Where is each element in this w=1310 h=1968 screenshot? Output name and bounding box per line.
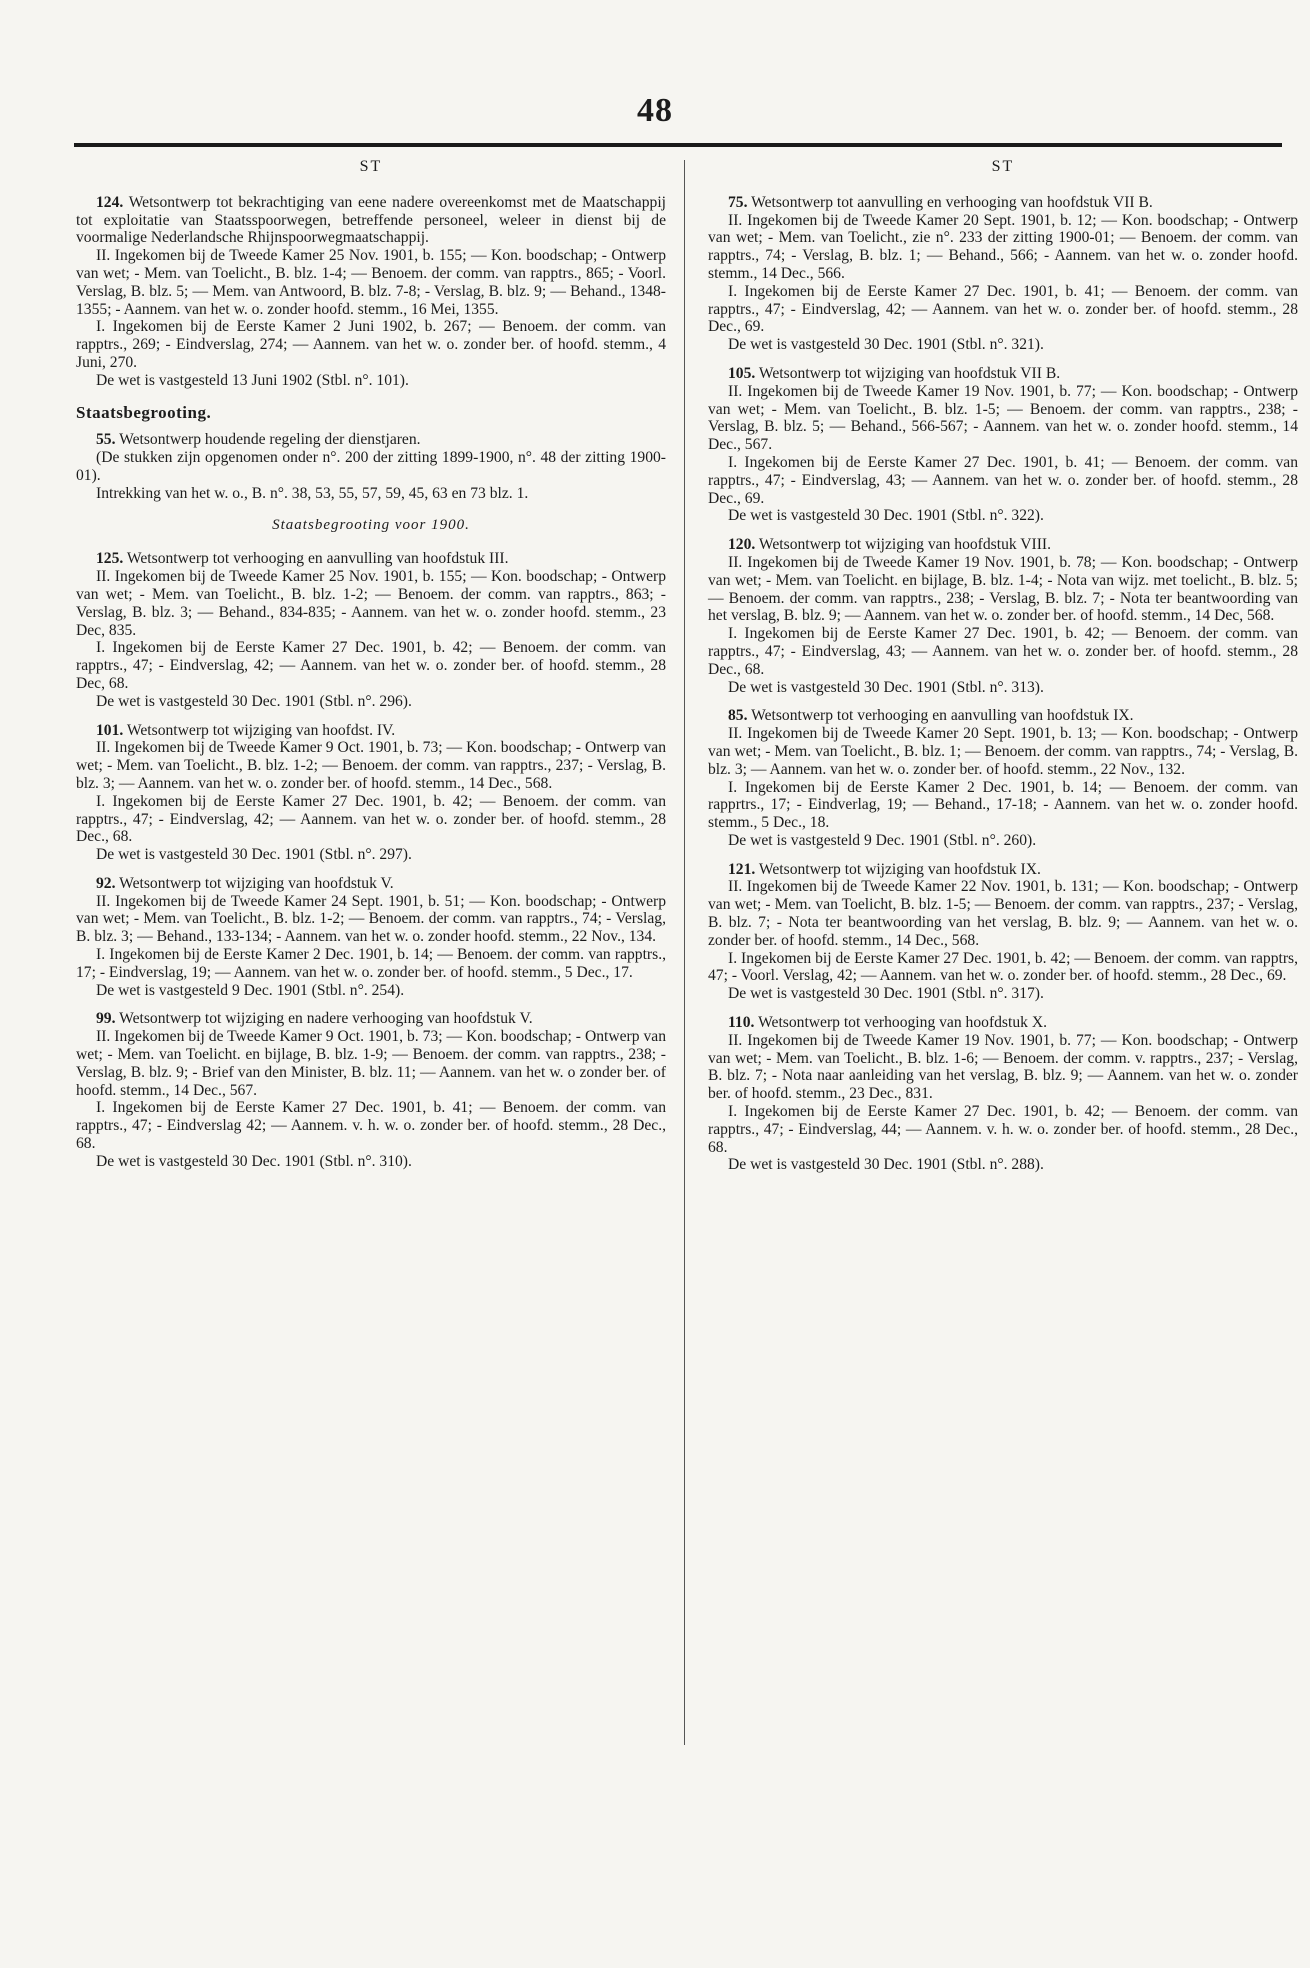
entry-paragraph: De wet is vastgesteld 30 Dec. 1901 (Stbl. n°. 322). [728, 507, 1044, 525]
entry-title-text: Wetsontwerp tot verhooging en aanvulling van hoofdstuk III. [126, 550, 509, 568]
entry-number: 99. [96, 1010, 116, 1028]
entry-paragraph: II. Ingekomen bij de Tweede Kamer 25 Nov. 1901, b. 155; — Kon. boodschap; - Ontwerp van wet; - Mem. van Toelicht., B. blz. 1-2; — Benoem. der comm. van rapptrs., 863; - Verslag, B. blz. 3; — Behand., 834-835; - Aannem. van het w. o. zonder hoofd. stemm., 23 Dec, 835. [76, 568, 666, 639]
entry-paragraph: De wet is vastgesteld 9 Dec. 1901 (Stbl. n°. 254). [96, 981, 405, 999]
bill-entry [76, 1010, 666, 1170]
entry-number: 92. [96, 874, 116, 892]
entry-paragraph: De wet is vastgesteld 30 Dec. 1901 (Stbl. n°. 317). [728, 985, 1044, 1003]
entry-paragraph: II. Ingekomen bij de Tweede Kamer 19 Nov. 1901, b. 77; — Kon. boodschap; - Ontwerp van wet; - Mem. van Toelicht., B. blz. 1-5; — Benoem. der comm. van rapptrs., 238; - Verslag, B. blz. 5; — Behand., 566-567; - Aannem. van het w. o. zonder hoofd. stemm., 14 Dec., 567. [708, 382, 1298, 454]
entry-title [76, 194, 666, 247]
entry-paragraph: De wet is vastgesteld 30 Dec. 1901 (Stbl. n°. 310). [96, 1152, 412, 1170]
entry-paragraph: De wet is vastgesteld 9 Dec. 1901 (Stbl. n°. 260). [728, 831, 1037, 849]
right-column [708, 158, 1298, 1185]
bill-entry [76, 431, 666, 502]
entry-title-text: Wetsontwerp tot wijziging en nadere verhooging van hoofdstuk V. [119, 1010, 533, 1028]
entry-title [708, 194, 1298, 212]
running-head-left: ST [359, 158, 383, 175]
bill-entry [708, 194, 1298, 354]
entry-title-text: Wetsontwerp tot bekrachtiging van eene nadere overeenkomst met de Maatschappij tot exploitatie van Staatsspoorwegen, betreffende personeel, weleer in dienst bij de voormalige Nederlandsche Rhijnspoorwegmaatschappij. [76, 193, 666, 247]
entry-paragraph: De wet is vastgesteld 30 Dec. 1901 (Stbl. n°. 321). [728, 336, 1044, 354]
entry-title-text: Wetsontwerp tot wijziging van hoofdstuk IX. [758, 860, 1041, 878]
bill-entry [76, 875, 666, 1000]
entry-title-text: Wetsontwerp houdende regeling der dienstjaren. [119, 431, 421, 449]
bill-entry [76, 722, 666, 864]
entry-paragraph: II. Ingekomen bij de Tweede Kamer 9 Oct. 1901, b. 73; — Kon. boodschap; - Ontwerp van wet; - Mem. van Toelicht., B. blz. 1-2; — Benoem. der comm. van rapptrs., 237; - Verslag, B. blz. 3; — Aannem. van het w. o. zonder ber. of hoofd. stemm., 14 Dec., 568. [76, 739, 666, 792]
entry-paragraph: I. Ingekomen bij de Eerste Kamer 27 Dec. 1901, b. 42; — Benoem. der comm. van rapptrs., 47; - Eindverslag, 43; — Aannem. van het w. o. zonder ber. of hoofd. stemm., 28 Dec., 68. [708, 625, 1298, 678]
entry-number: 85. [728, 707, 748, 725]
entry-paragraph: De wet is vastgesteld 30 Dec. 1901 (Stbl. n°. 297). [96, 846, 412, 864]
entry-title [708, 707, 1298, 725]
bill-entry [708, 1014, 1298, 1174]
entry-title-text: Wetsontwerp tot wijziging van hoofdstuk VIII. [758, 536, 1052, 554]
entry-paragraph: De wet is vastgesteld 13 Juni 1902 (Stbl. n°. 101). [96, 371, 409, 389]
entry-title-text: Wetsontwerp tot wijziging van hoofdstuk VII B. [758, 364, 1061, 382]
entry-number: 55. [96, 431, 116, 449]
bill-entry [76, 550, 666, 710]
entry-paragraph: I. Ingekomen bij de Eerste Kamer 2 Juni 1902, b. 267; — Benoem. der comm. van rapptrs., 269; - Eindverslag, 274; — Aannem. van het w. o. zonder ber. of hoofd. stemm., 4 Juni, 270. [76, 318, 666, 371]
entry-title [76, 1010, 666, 1028]
entry-title [76, 875, 666, 893]
entry-paragraph: II. Ingekomen bij de Tweede Kamer 19 Nov. 1901, b. 78; — Kon. boodschap; - Ontwerp van wet; - Mem. van Toelicht. en bijlage, B. blz. 1-4; - Nota van wijz. met toelicht., B. blz. 5; — Benoem. der comm. van rapptrs., 238; - Verslag, B. blz. 7; - Nota ter beantwoording van het verslag, B. blz. 9; — Aannem. van het w. o. zonder ber. of hoofd. stemm., 14 Dec, 568. [708, 553, 1298, 625]
entry-paragraph: Intrekking van het w. o., B. n°. 38, 53, 55, 57, 59, 45, 63 en 73 blz. 1. [96, 484, 529, 502]
entry-title-text: Wetsontwerp tot verhooging van hoofdstuk X. [758, 1014, 1047, 1032]
bill-entry [708, 365, 1298, 525]
entry-number: 125. [96, 550, 124, 568]
page-number: 48 [637, 92, 673, 129]
subsection-heading: Staatsbegrooting voor 1900. [272, 516, 470, 533]
entry-title [76, 431, 666, 449]
entry-title-text: Wetsontwerp tot wijziging van hoofdstuk V. [119, 874, 394, 892]
entry-paragraph: De wet is vastgesteld 30 Dec. 1901 (Stbl. n°. 313). [728, 678, 1044, 696]
entry-title-text: Wetsontwerp tot aanvulling en verhooging van hoofdstuk VII B. [751, 193, 1153, 211]
entry-number: 105. [728, 364, 756, 382]
entry-paragraph: I. Ingekomen bij de Eerste Kamer 27 Dec. 1901, b. 41; — Benoem. der comm. van rapptrs., 47; - Eindverslag 42; — Aannem. v. h. w. o. zonder ber. of hoofd. stemm., 28 Dec., 68. [76, 1099, 666, 1153]
bill-entry [708, 707, 1298, 849]
entry-paragraph: I. Ingekomen bij de Eerste Kamer 27 Dec. 1901, b. 42; — Benoem. der comm. van rapptrs., 47; - Eindverslag, 44; — Aannem. v. h. w. o. zonder ber. of hoofd. stemm., 28 Dec., 68. [708, 1103, 1298, 1156]
entry-paragraph: I. Ingekomen bij de Eerste Kamer 27 Dec. 1901, b. 42; — Benoem. der comm. van rapptrs, 47; - Voorl. Verslag, 42; — Aannem. van het w. o. zonder ber. of hoofd. stemm., 28 Dec., 69. [708, 949, 1298, 985]
entry-paragraph: I. Ingekomen bij de Eerste Kamer 27 Dec. 1901, b. 42; — Benoem. der comm. van rapptrs., 47; - Eindverslag, 42; — Aannem. van het w. o. zonder ber. of hoofd. stemm., 28 Dec., 68. [76, 792, 666, 846]
left-column [76, 158, 666, 1182]
entry-paragraph: II. Ingekomen bij de Tweede Kamer 20 Sept. 1901, b. 13; — Kon. boodschap; - Ontwerp van wet; - Mem. van Toelicht., B. blz. 1; — Benoem. der comm. van rapptrs., 74; - Verslag, B. blz. 3; — Aannem. van het w. o. zonder ber. of hoofd. stemm., 22 Nov., 132. [708, 725, 1298, 778]
entry-paragraph: II. Ingekomen bij de Tweede Kamer 24 Sept. 1901, b. 51; — Kon. boodschap; - Ontwerp van wet; - Mem. van Toelicht., B. blz. 1-2; — Benoem. der comm. van rapptrs., 74; - Verslag, B. blz. 3; — Behand., 133-134; - Aannem. van het w. o. zonder hoofd. stemm., 22 Nov., 134. [76, 892, 666, 946]
entry-paragraph: I. Ingekomen bij de Eerste Kamer 27 Dec. 1901, b. 41; — Benoem. der comm. van rapptrs., 47; - Eindverslag, 43; — Aannem. van het w. o. zonder ber. of hoofd. stemm., 28 Dec., 69. [708, 453, 1298, 507]
entry-number: 121. [728, 860, 756, 878]
entry-title [708, 536, 1298, 554]
entry-title [708, 365, 1298, 383]
entry-paragraph: I. Ingekomen bij de Eerste Kamer 27 Dec. 1901, b. 42; — Benoem. der comm. van rapptrs., 47; - Eindverslag, 42; — Aannem. van het w. o. zonder ber. of hoofd. stemm., 28 Dec, 68. [76, 639, 666, 692]
bill-entry [708, 536, 1298, 696]
entry-paragraph: II. Ingekomen bij de Tweede Kamer 9 Oct. 1901, b. 73; — Kon. boodschap; - Ontwerp van wet; - Mem. van Toelicht. en bijlage, B. blz. 1-9; — Benoem. der comm. van rapptrs., 238; - Verslag, B. blz. 9; - Brief van den Minister, B. blz. 11; — Aannem. van het w. o zonder ber. of hoofd. stemm., 14 Dec., 567. [76, 1028, 666, 1099]
entry-title [708, 861, 1298, 879]
entry-title-text: Wetsontwerp tot wijziging van hoofdst. IV. [126, 721, 396, 739]
entry-paragraph: II. Ingekomen bij de Tweede Kamer 22 Nov. 1901, b. 131; — Kon. boodschap; - Ontwerp van wet; - Mem. van Toelicht, B. blz. 1-5; — Benoem. der comm. van rapptrs., 237; - Verslag, B. blz. 7; - Nota ter beantwoording van het verslag, B. blz. 9; — Aannem. van het w. o. zonder ber. of hoofd. stemm., 14 Dec., 568. [708, 878, 1298, 949]
entry-paragraph: De wet is vastgesteld 30 Dec. 1901 (Stbl. n°. 296). [96, 692, 412, 710]
entry-title-text: Wetsontwerp tot verhooging en aanvulling van hoofdstuk IX. [751, 707, 1134, 725]
entry-title [76, 722, 666, 740]
entry-paragraph: I. Ingekomen bij de Eerste Kamer 2 Dec. 1901, b. 14; — Benoem. der comm. van rapprtrs., 17; - Eindverlag, 19; — Behand., 17-18; - Aannem. van het w. o. zonder hoofd. stemm., 5 Dec., 18. [708, 778, 1298, 832]
bill-entry [76, 194, 666, 390]
section-heading: Staatsbegrooting. [76, 402, 212, 422]
entry-paragraph: II. Ingekomen bij de Tweede Kamer 19 Nov. 1901, b. 77; — Kon. boodschap; - Ontwerp van wet; - Mem. van Toelicht., B. blz. 1-6; — Benoem. der comm. v. rapptrs., 237; - Verslag, B. blz. 7; - Nota naar aanleiding van het verslag, B. blz. 9; — Aannem. van het w. o. zonder ber. of hoofd. stemm., 23 Dec., 831. [708, 1031, 1298, 1103]
entry-paragraph: I. Ingekomen bij de Eerste Kamer 27 Dec. 1901, b. 41; — Benoem. der comm. van rapptrs., 47; - Eindverslag, 42; — Aannem. van het w. o. zonder ber. of hoofd. stemm., 28 Dec., 69. [708, 282, 1298, 336]
entry-paragraph: De wet is vastgesteld 30 Dec. 1901 (Stbl. n°. 288). [728, 1156, 1044, 1174]
entry-number: 120. [728, 536, 756, 554]
column-divider [684, 160, 685, 1745]
entry-paragraph: II. Ingekomen bij de Tweede Kamer 20 Sept. 1901, b. 12; — Kon. boodschap; - Ontwerp van wet; - Mem. van Toelicht., zie n°. 233 der zitting 1900-01; — Benoem. der comm. van rapptrs., 74; - Verslag, B. blz. 1; — Behand., 566; - Aannem. van het w. o. zonder hoofd. stemm., 14 Dec., 566. [708, 211, 1298, 282]
entry-paragraph: I. Ingekomen bij de Eerste Kamer 2 Dec. 1901, b. 14; — Benoem. der comm. van rapptrs., 17; - Eindverslag, 19; — Aannem. van het w. o. zonder ber. of hoofd. stemm., 5 Dec., 17. [76, 946, 666, 981]
header-rule [74, 143, 1282, 147]
entry-number: 75. [728, 193, 748, 211]
bill-entry [708, 861, 1298, 1003]
entry-number: 110. [728, 1014, 755, 1032]
entry-number: 124. [96, 193, 124, 211]
entry-paragraph: II. Ingekomen bij de Tweede Kamer 25 Nov. 1901, b. 155; — Kon. boodschap; - Ontwerp van wet; - Mem. van Toelicht., B. blz. 1-4; — Benoem. der comm. van rapptrs., 865; - Voorl. Verslag, B. blz. 5; — Mem. van Antwoord, B. blz. 7-8; - Verslag, B. blz. 9; — Behand., 1348-1355; - Aannem. van het w. o. zonder hoofd. stemm., 16 Mei, 1355. [76, 247, 666, 318]
running-head-right: ST [991, 158, 1015, 175]
entry-title [708, 1014, 1298, 1032]
entry-title [76, 550, 666, 568]
entry-paragraph: (De stukken zijn opgenomen onder n°. 200 der zitting 1899-1900, n°. 48 der zitting 1900-01). [76, 449, 666, 484]
entry-number: 101. [96, 721, 124, 739]
